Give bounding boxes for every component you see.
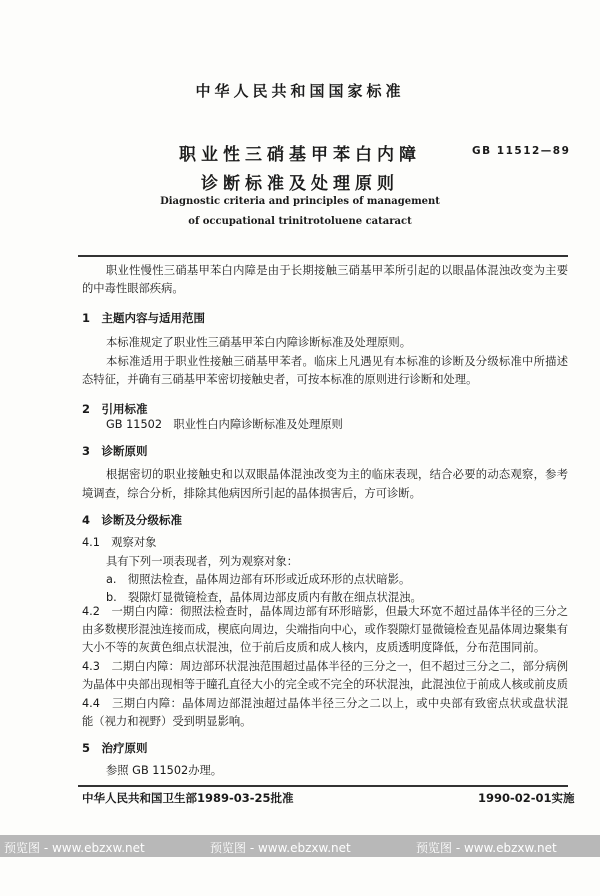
paragraph-line: 境调查，综合分析，排除其他病因所引起的晶体损害后，方可诊断。 xyxy=(82,487,421,500)
english-title-line2: of occupational trinitrotoluene cataract xyxy=(188,216,412,227)
bottom-rule xyxy=(78,785,568,787)
effective-date: 1990-02-01实施 xyxy=(478,791,575,805)
document-title-line2: 诊断标准及处理原则 xyxy=(201,174,399,194)
section-3-heading: 3 诊断原则 xyxy=(82,444,148,458)
paragraph-line: 本标准规定了职业性三硝基甲苯白内障诊断标准及处理原则。 xyxy=(106,336,412,349)
paragraph-line: 具有下列一项表现者，列为观察对象： xyxy=(106,555,299,568)
paragraph-line: 为晶体中央部出现相等于瞳孔直径大小的完全或不完全的环状混浊，此混浊位于前成人核或前皮质 xyxy=(82,678,568,691)
paragraph-line: 4.4 三期白内障：晶体周边部混浊超过晶体半径三分之二以上，或中央部有致密点状或盘状混 xyxy=(82,697,568,710)
english-title-line1: Diagnostic criteria and principles of management xyxy=(160,196,440,207)
paragraph-line: 根据密切的职业接触史和以双眼晶体混浊改变为主的临床表现，结合必要的动态观察，参考 xyxy=(106,468,568,481)
watermark-text: 预览图 - www.ebzxw.net xyxy=(4,841,145,855)
paragraph-line: 本标准适用于职业性接触三硝基甲苯者。临床上凡遇见有本标准的诊断及分级标准中所描述 xyxy=(106,355,568,368)
reference-standard: GB 11502 职业性白内障诊断标准及处理原则 xyxy=(106,418,343,431)
section-2-heading: 2 引用标准 xyxy=(82,402,148,416)
top-rule xyxy=(78,255,568,257)
section-4-heading: 4 诊断及分级标准 xyxy=(82,513,183,527)
list-item: a. 彻照法检查，晶体周边部有环形或近成环形的点状暗影。 xyxy=(106,573,411,586)
watermark-text: 预览图 - www.ebzxw.net xyxy=(210,841,351,855)
section-5-heading: 5 治疗原则 xyxy=(82,741,148,755)
intro-line: 的中毒性眼部疾病。 xyxy=(82,282,184,295)
paragraph-line: 能（视力和视野）受到明显影响。 xyxy=(82,715,252,728)
intro-line: 职业性慢性三硝基甲苯白内障是由于长期接触三硝基甲苯所引起的以眼晶体混浊改变为主要 xyxy=(106,264,568,277)
standard-code: GB 11512—89 xyxy=(472,145,571,157)
subsection-4-1-heading: 4.1 观察对象 xyxy=(82,536,157,549)
watermark-text: 预览图 - www.ebzxw.net xyxy=(416,841,557,855)
paragraph-line: 大小不等的灰黄色细点状混浊，位于前后皮质和成人核内，皮质透明度降低，分布范围同前。 xyxy=(82,641,546,654)
document-title-line1: 职业性三硝基甲苯白内障 xyxy=(179,145,421,165)
paragraph-line: 4.2 一期白内障：彻照法检查时，晶体周边部有环形暗影，但最大环宽不超过晶体半径的三分之 xyxy=(82,605,568,618)
paragraph-line: 4.3 二期白内障：周边部环状混浊范围超过晶体半径的三分之一，但不超过三分之二，部分病例 xyxy=(82,660,568,673)
issuing-authority: 中华人民共和国国家标准 xyxy=(195,82,405,100)
paragraph-line: 参照 GB 11502办理。 xyxy=(106,764,223,777)
paragraph-line: 态特征，并确有三硝基甲苯密切接触史者，可按本标准的原则进行诊断和处理。 xyxy=(82,373,478,386)
section-1-heading: 1 主题内容与适用范围 xyxy=(82,311,206,325)
paragraph-line: 由多数楔形混浊连接而成，楔底向周边，尖端指向中心，或作裂隙灯显微镜检查见晶体周边聚集有 xyxy=(82,623,568,636)
approval-date: 中华人民共和国卫生部1989-03-25批准 xyxy=(82,791,294,805)
list-item: b. 裂隙灯显微镜检查，晶体周边部皮质内有散在细点状混浊。 xyxy=(106,591,422,604)
